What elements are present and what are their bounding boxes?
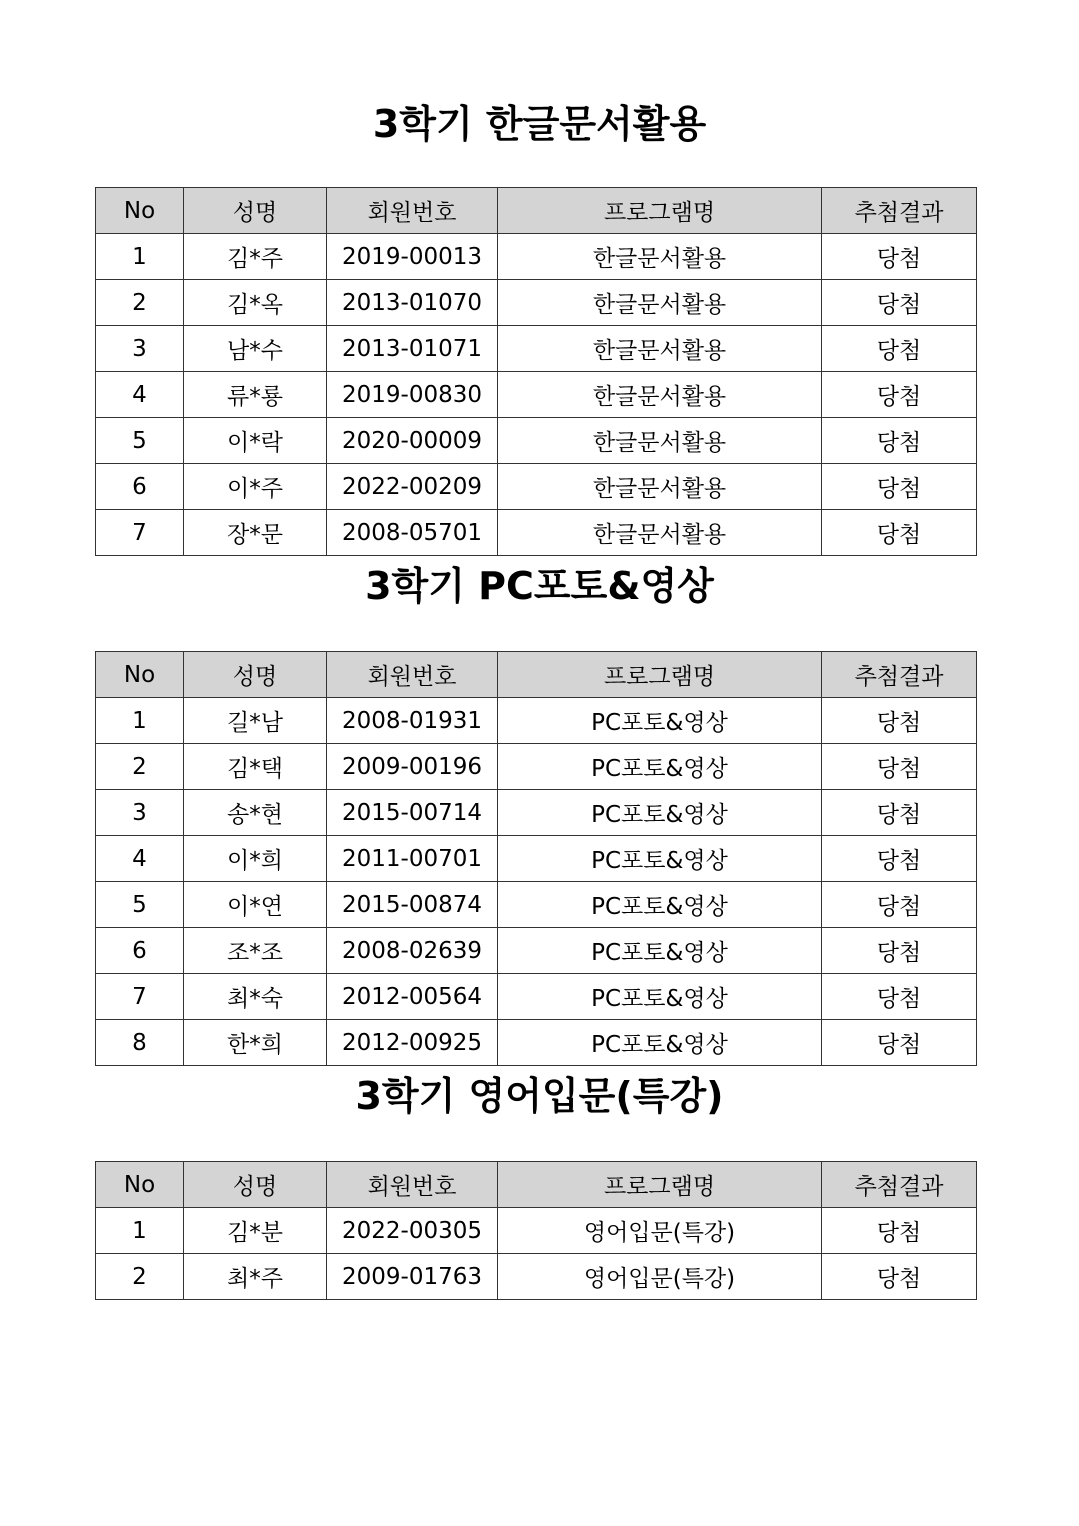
- cell-result: 당첨: [822, 928, 977, 974]
- table-row: [96, 836, 977, 882]
- cell-program: PC포토&영상: [498, 698, 822, 744]
- table-header-row: [96, 1162, 977, 1208]
- cell-program: PC포토&영상: [498, 882, 822, 928]
- cell-result: 당첨: [822, 882, 977, 928]
- cell-no: 2: [96, 1254, 184, 1300]
- table-pc-photo-video: [95, 651, 977, 1066]
- cell-name: 이*주: [184, 464, 327, 510]
- section-title-hangul-document: 3학기 한글문서활용: [372, 102, 707, 146]
- header-name: 성명: [184, 652, 327, 698]
- cell-result: 당첨: [822, 234, 977, 280]
- table-header-row: [96, 652, 977, 698]
- cell-no: 3: [96, 326, 184, 372]
- header-result: 추첨결과: [822, 1162, 977, 1208]
- cell-member-id: 2009-01763: [327, 1254, 498, 1300]
- header-member-id: 회원번호: [327, 188, 498, 234]
- cell-result: 당첨: [822, 974, 977, 1020]
- cell-program: PC포토&영상: [498, 974, 822, 1020]
- cell-result: 당첨: [822, 1254, 977, 1300]
- header-no: No: [96, 188, 184, 234]
- cell-program: 한글문서활용: [498, 464, 822, 510]
- table-row: [96, 790, 977, 836]
- section-title-pc-photo-video: 3학기 PC포토&영상: [365, 564, 714, 608]
- cell-no: 2: [96, 280, 184, 326]
- cell-no: 1: [96, 234, 184, 280]
- header-program: 프로그램명: [498, 652, 822, 698]
- cell-name: 장*문: [184, 510, 327, 556]
- header-no: No: [96, 652, 184, 698]
- cell-program: 한글문서활용: [498, 510, 822, 556]
- cell-name: 이*희: [184, 836, 327, 882]
- cell-name: 이*연: [184, 882, 327, 928]
- header-member-id: 회원번호: [327, 652, 498, 698]
- cell-program: 한글문서활용: [498, 234, 822, 280]
- cell-member-id: 2012-00925: [327, 1020, 498, 1066]
- cell-name: 최*주: [184, 1254, 327, 1300]
- cell-no: 6: [96, 928, 184, 974]
- table-row: [96, 928, 977, 974]
- cell-result: 당첨: [822, 790, 977, 836]
- table-row: [96, 744, 977, 790]
- cell-member-id: 2015-00874: [327, 882, 498, 928]
- header-result: 추첨결과: [822, 188, 977, 234]
- cell-member-id: 2013-01071: [327, 326, 498, 372]
- section-title-english-intro: 3학기 영어입문(특강): [355, 1074, 724, 1118]
- cell-program: 한글문서활용: [498, 326, 822, 372]
- cell-result: 당첨: [822, 326, 977, 372]
- cell-member-id: 2011-00701: [327, 836, 498, 882]
- cell-no: 1: [96, 1208, 184, 1254]
- table-row: [96, 464, 977, 510]
- cell-program: 한글문서활용: [498, 418, 822, 464]
- cell-program: 한글문서활용: [498, 372, 822, 418]
- cell-member-id: 2015-00714: [327, 790, 498, 836]
- cell-result: 당첨: [822, 510, 977, 556]
- cell-no: 6: [96, 464, 184, 510]
- header-name: 성명: [184, 188, 327, 234]
- cell-no: 7: [96, 510, 184, 556]
- table-body: [96, 1208, 977, 1300]
- cell-no: 3: [96, 790, 184, 836]
- cell-member-id: 2022-00305: [327, 1208, 498, 1254]
- header-no: No: [96, 1162, 184, 1208]
- cell-member-id: 2020-00009: [327, 418, 498, 464]
- table-header-row: [96, 188, 977, 234]
- table-english-intro: [95, 1161, 977, 1300]
- cell-name: 조*조: [184, 928, 327, 974]
- cell-result: 당첨: [822, 464, 977, 510]
- table-row: [96, 234, 977, 280]
- cell-name: 류*룡: [184, 372, 327, 418]
- cell-name: 남*수: [184, 326, 327, 372]
- header-program: 프로그램명: [498, 1162, 822, 1208]
- table-hangul-document: [95, 187, 977, 556]
- cell-member-id: 2008-01931: [327, 698, 498, 744]
- cell-program: PC포토&영상: [498, 1020, 822, 1066]
- cell-name: 김*주: [184, 234, 327, 280]
- cell-name: 김*분: [184, 1208, 327, 1254]
- cell-no: 5: [96, 882, 184, 928]
- cell-no: 1: [96, 698, 184, 744]
- table-row: [96, 326, 977, 372]
- cell-result: 당첨: [822, 418, 977, 464]
- cell-member-id: 2008-05701: [327, 510, 498, 556]
- cell-member-id: 2022-00209: [327, 464, 498, 510]
- cell-result: 당첨: [822, 1020, 977, 1066]
- table-row: [96, 698, 977, 744]
- table-row: [96, 1208, 977, 1254]
- cell-member-id: 2009-00196: [327, 744, 498, 790]
- cell-member-id: 2013-01070: [327, 280, 498, 326]
- table-row: [96, 510, 977, 556]
- cell-member-id: 2019-00830: [327, 372, 498, 418]
- table-body: [96, 234, 977, 556]
- header-member-id: 회원번호: [327, 1162, 498, 1208]
- cell-name: 김*택: [184, 744, 327, 790]
- cell-program: PC포토&영상: [498, 928, 822, 974]
- table-row: [96, 882, 977, 928]
- cell-no: 7: [96, 974, 184, 1020]
- cell-name: 김*옥: [184, 280, 327, 326]
- cell-name: 송*현: [184, 790, 327, 836]
- table-row: [96, 280, 977, 326]
- cell-no: 5: [96, 418, 184, 464]
- table-row: [96, 974, 977, 1020]
- header-result: 추첨결과: [822, 652, 977, 698]
- cell-name: 최*숙: [184, 974, 327, 1020]
- cell-member-id: 2019-00013: [327, 234, 498, 280]
- table-row: [96, 418, 977, 464]
- cell-result: 당첨: [822, 1208, 977, 1254]
- cell-no: 4: [96, 836, 184, 882]
- cell-program: 한글문서활용: [498, 280, 822, 326]
- header-program: 프로그램명: [498, 188, 822, 234]
- table-row: [96, 1254, 977, 1300]
- cell-result: 당첨: [822, 372, 977, 418]
- header-name: 성명: [184, 1162, 327, 1208]
- cell-member-id: 2008-02639: [327, 928, 498, 974]
- cell-program: PC포토&영상: [498, 790, 822, 836]
- table-row: [96, 372, 977, 418]
- table-body: [96, 698, 977, 1066]
- cell-result: 당첨: [822, 280, 977, 326]
- cell-no: 8: [96, 1020, 184, 1066]
- cell-no: 2: [96, 744, 184, 790]
- cell-program: PC포토&영상: [498, 744, 822, 790]
- cell-member-id: 2012-00564: [327, 974, 498, 1020]
- cell-result: 당첨: [822, 744, 977, 790]
- table-row: [96, 1020, 977, 1066]
- cell-result: 당첨: [822, 836, 977, 882]
- cell-program: PC포토&영상: [498, 836, 822, 882]
- cell-name: 이*락: [184, 418, 327, 464]
- cell-name: 길*남: [184, 698, 327, 744]
- cell-no: 4: [96, 372, 184, 418]
- cell-program: 영어입문(특강): [498, 1208, 822, 1254]
- cell-program: 영어입문(특강): [498, 1254, 822, 1300]
- cell-result: 당첨: [822, 698, 977, 744]
- cell-name: 한*희: [184, 1020, 327, 1066]
